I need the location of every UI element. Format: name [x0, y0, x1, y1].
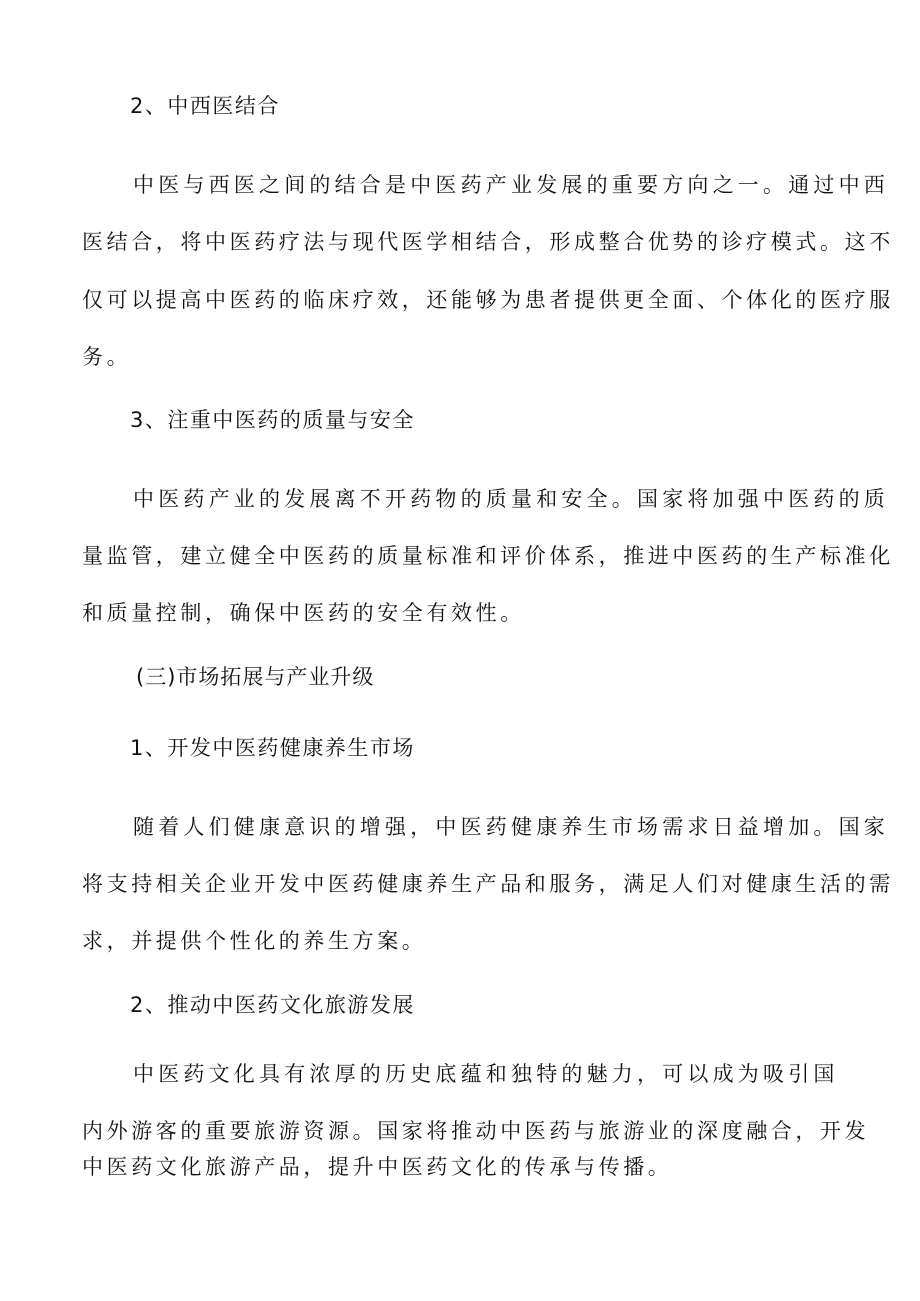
paragraph-line: 中医药产业的发展离不开药物的质量和安全。国家将加强中医药的质	[133, 487, 889, 511]
paragraph-line: 务。	[82, 345, 132, 369]
paragraph-line: 和质量控制，确保中医药的安全有效性。	[82, 601, 525, 625]
section-heading-3: 3、注重中医药的质量与安全	[130, 408, 415, 432]
paragraph-line: 医结合，将中医药疗法与现代医学相结合，形成整合优势的诊疗模式。这不	[82, 230, 894, 254]
section-heading-2: 2、中西医结合	[130, 94, 280, 118]
part-heading-3: (三)市场拓展与产业升级	[136, 665, 375, 689]
paragraph-line: 中医与西医之间的结合是中医药产业发展的重要方向之一。通过中西	[133, 173, 889, 197]
paragraph-line: 中医药文化具有浓厚的历史底蕴和独特的魅力，可以成为吸引国	[133, 1062, 839, 1086]
paragraph-line: 求，并提供个性化的养生方案。	[82, 929, 427, 953]
subsection-heading-2: 2、推动中医药文化旅游发展	[130, 993, 415, 1017]
paragraph-line: 内外游客的重要旅游资源。国家将推动中医药与旅游业的深度融合，开发	[82, 1119, 870, 1143]
paragraph-line: 将支持相关企业开发中医药健康养生产品和服务，满足人们对健康生活的需	[82, 872, 894, 896]
paragraph-line: 量监管，建立健全中医药的质量标准和评价体系，推进中医药的生产标准化	[82, 544, 894, 568]
subsection-heading-1: 1、开发中医药健康养生市场	[130, 736, 415, 760]
paragraph-line: 中医药文化旅游产品，提升中医药文化的传承与传播。	[82, 1155, 673, 1179]
paragraph-line: 随着人们健康意识的增强，中医药健康养生市场需求日益增加。国家	[133, 815, 889, 839]
paragraph-line: 仅可以提高中医药的临床疗效，还能够为患者提供更全面、个体化的医疗服	[82, 288, 894, 312]
